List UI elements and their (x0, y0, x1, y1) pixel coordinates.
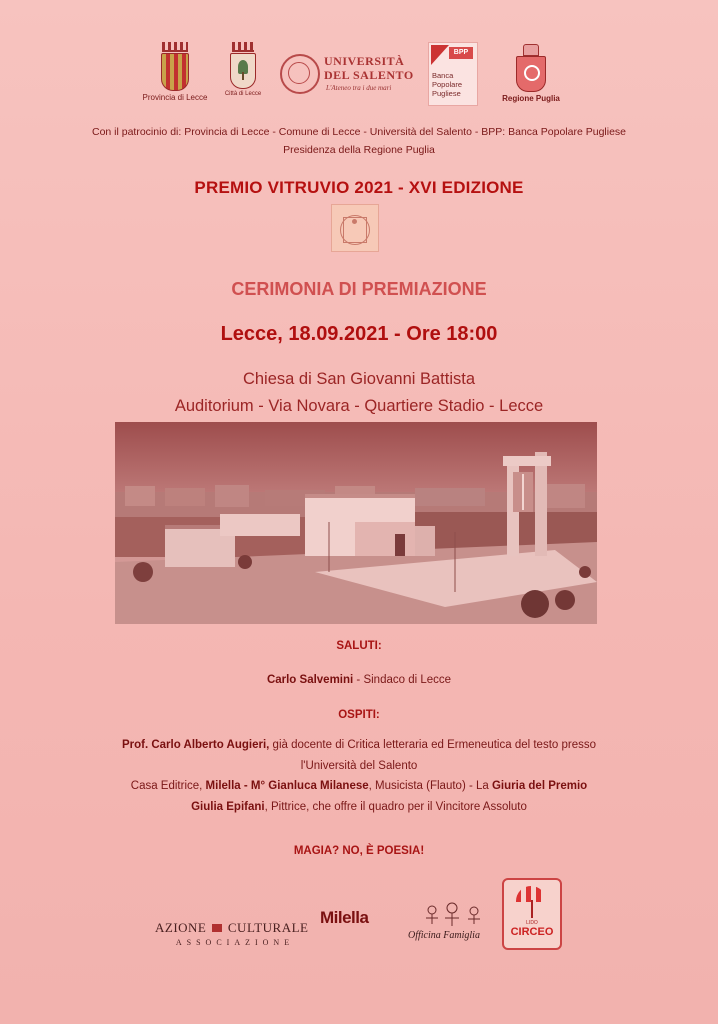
ospiti-line-2: l'Università del Salento (300, 760, 418, 772)
lido-circeo-logo (502, 878, 562, 950)
milella-logo (320, 908, 392, 928)
university-name-line2: DEL SALENTO (324, 68, 414, 82)
patronage-line-2: Presidenza della Regione Puglia (283, 144, 435, 156)
universita-logo (280, 52, 414, 102)
venue-line-2: Auditorium - Via Novara - Quartiere Stadio - Lecce (174, 397, 544, 415)
guest-epifani-desc: , Pittrice, che offre il quadro per il Vincitore Assoluto (264, 801, 527, 813)
guest-epifani-name: Giulia Epifani (191, 801, 265, 813)
provincia-shield-icon (161, 53, 189, 91)
university-seal-icon (280, 54, 320, 94)
ospiti-heading: OSPITI: (338, 709, 380, 721)
lido-word: LIDO (526, 920, 538, 926)
university-motto: L'Ateneo tra i due mari (326, 84, 392, 92)
milella-wordmark: Milella (320, 908, 369, 927)
comune-logo (220, 42, 266, 97)
circeo-word: CIRCEO (510, 926, 554, 938)
officina-famiglia-logo (408, 902, 500, 952)
bpp-flag: BPP (449, 47, 473, 59)
regione-logo (496, 44, 566, 103)
bpp-box (428, 42, 478, 106)
culturale-word: CULTURALE (227, 920, 309, 935)
guest-augieri-desc: già docente di Critica letteraria ed Ermeneutica del testo presso (269, 739, 597, 751)
event-title: PREMIO VITRUVIO 2021 - XVI EDIZIONE (194, 178, 524, 197)
comune-shield-icon (230, 53, 256, 89)
officina-wordmark: Officina Famiglia (408, 930, 480, 941)
ospiti-line-1 (0, 739, 718, 751)
patronage-line-1: Con il patrocinio di: Provincia di Lecce - Comune di Lecce - Università del Salento - BPP: Banca Popolare Pugliese (91, 126, 627, 138)
university-name-line1: UNIVERSITÀ (324, 54, 405, 68)
saluti-role: - Sindaco di Lecce (353, 674, 452, 686)
vitruvian-man-icon (331, 204, 379, 252)
family-figures-icon (418, 902, 498, 928)
bpp-triangle-icon (431, 45, 449, 65)
azione-word: AZIONE (155, 920, 207, 935)
saluti-heading: SALUTI: (336, 640, 382, 652)
ospiti-line-3 (0, 780, 718, 792)
umbrella-pole (531, 900, 533, 918)
regione-shield-icon (516, 56, 546, 92)
associazione-word: ASSOCIAZIONE (175, 938, 295, 947)
ospiti-line-4 (0, 801, 718, 813)
guest-giuria: Giuria del Premio (491, 780, 588, 792)
regione-caption: Regione Puglia (502, 94, 560, 103)
comune-caption: Città di Lecce (224, 91, 262, 97)
regione-crown-icon (523, 44, 539, 56)
patronage-text (0, 123, 718, 159)
guest-line3-c: , Musicista (Flauto) - La (368, 780, 492, 792)
bpp-text: Banca Popolare Pugliese (432, 71, 463, 98)
provincia-caption: Provincia di Lecce (142, 93, 208, 102)
guest-augieri-name: Prof. Carlo Alberto Augieri, (121, 739, 270, 751)
crown-icon (162, 42, 188, 52)
event-datetime: Lecce, 18.09.2021 - Ore 18:00 (220, 323, 498, 345)
provincia-logo (140, 42, 210, 102)
saluti-name: Carlo Salvemini (266, 674, 354, 686)
azione-culturale-logo (155, 920, 315, 947)
saluti-line (0, 674, 718, 686)
guest-line3-a: Casa Editrice, (130, 780, 206, 792)
bpp-logo (428, 42, 478, 106)
venue-line-1: Chiesa di San Giovanni Battista (242, 370, 476, 388)
church-photo (115, 422, 597, 624)
church-photo-illustration (115, 422, 597, 624)
crown-icon (232, 42, 254, 52)
book-icon (212, 924, 222, 932)
tagline: MAGIA? NO, È POESIA! (293, 845, 425, 857)
guest-milella-milanese: Milella - M° Gianluca Milanese (205, 780, 369, 792)
ceremony-heading: CERIMONIA DI PREMIAZIONE (231, 279, 487, 299)
